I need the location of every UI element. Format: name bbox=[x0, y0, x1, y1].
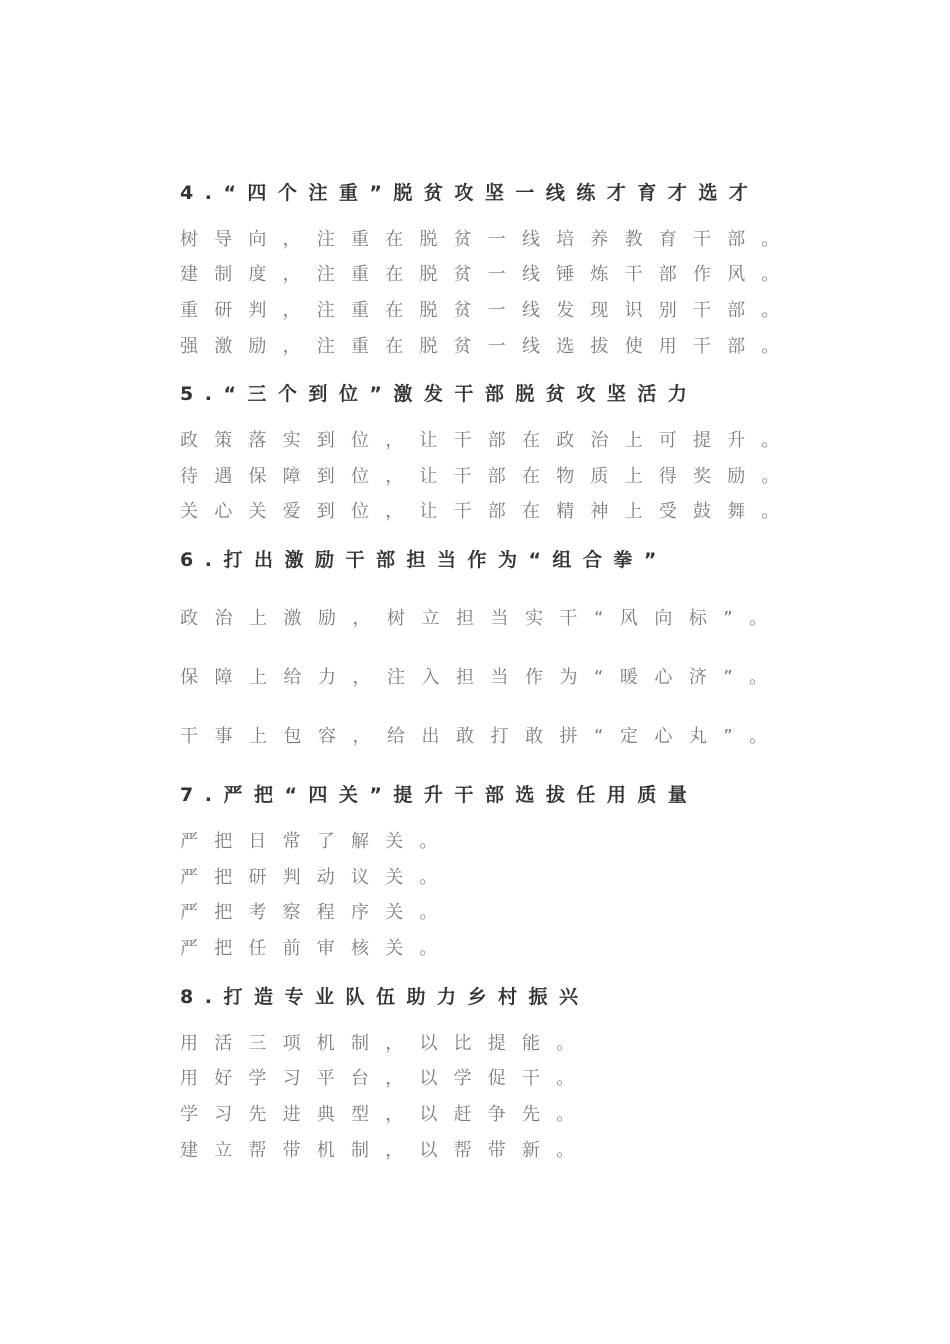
section-5-line-3: 关心关爱到位，让干部在精神上受鼓舞。 bbox=[180, 501, 796, 522]
section-5-title: 5.“三个到位”激发干部脱贫攻坚活力 bbox=[180, 383, 699, 405]
section-8-line-3: 学习先进典型，以赶争先。 bbox=[180, 1104, 591, 1125]
section-8-line-4: 建立帮带机制，以帮带新。 bbox=[180, 1140, 591, 1161]
section-7-line-1: 严把日常了解关。 bbox=[180, 831, 454, 852]
section-4-title: 4.“四个注重”脱贫攻坚一线练才育才选才 bbox=[180, 182, 760, 204]
section-7-line-4: 严把任前审核关。 bbox=[180, 938, 454, 959]
section-5-line-2: 待遇保障到位，让干部在物质上得奖励。 bbox=[180, 466, 796, 487]
section-7-line-2: 严把研判动议关。 bbox=[180, 867, 454, 888]
section-8-title: 8.打造专业队伍助力乡村振兴 bbox=[180, 986, 590, 1008]
section-4-line-3: 重研判，注重在脱贫一线发现识别干部。 bbox=[180, 300, 796, 321]
section-7-title: 7.严把“四关”提升干部选拔任用质量 bbox=[180, 784, 699, 806]
section-5-line-1: 政策落实到位，让干部在政治上可提升。 bbox=[180, 430, 796, 451]
section-4-line-4: 强激励，注重在脱贫一线选拔使用干部。 bbox=[180, 336, 796, 357]
section-6-line-2: 保障上给力，注入担当作为“暖心济”。 bbox=[180, 667, 784, 688]
section-8-line-2: 用好学习平台，以学促干。 bbox=[180, 1068, 591, 1089]
section-4-line-1: 树导向，注重在脱贫一线培养教育干部。 bbox=[180, 229, 796, 250]
section-6-line-3: 干事上包容，给出敢打敢拼“定心丸”。 bbox=[180, 726, 784, 747]
section-4-line-2: 建制度，注重在脱贫一线锤炼干部作风。 bbox=[180, 264, 796, 285]
section-6-title: 6.打出激励干部担当作为“组合拳” bbox=[180, 549, 668, 571]
section-8-line-1: 用活三项机制，以比提能。 bbox=[180, 1033, 591, 1054]
section-7-line-3: 严把考察程序关。 bbox=[180, 902, 454, 923]
section-6-line-1: 政治上激励，树立担当实干“风向标”。 bbox=[180, 608, 784, 629]
